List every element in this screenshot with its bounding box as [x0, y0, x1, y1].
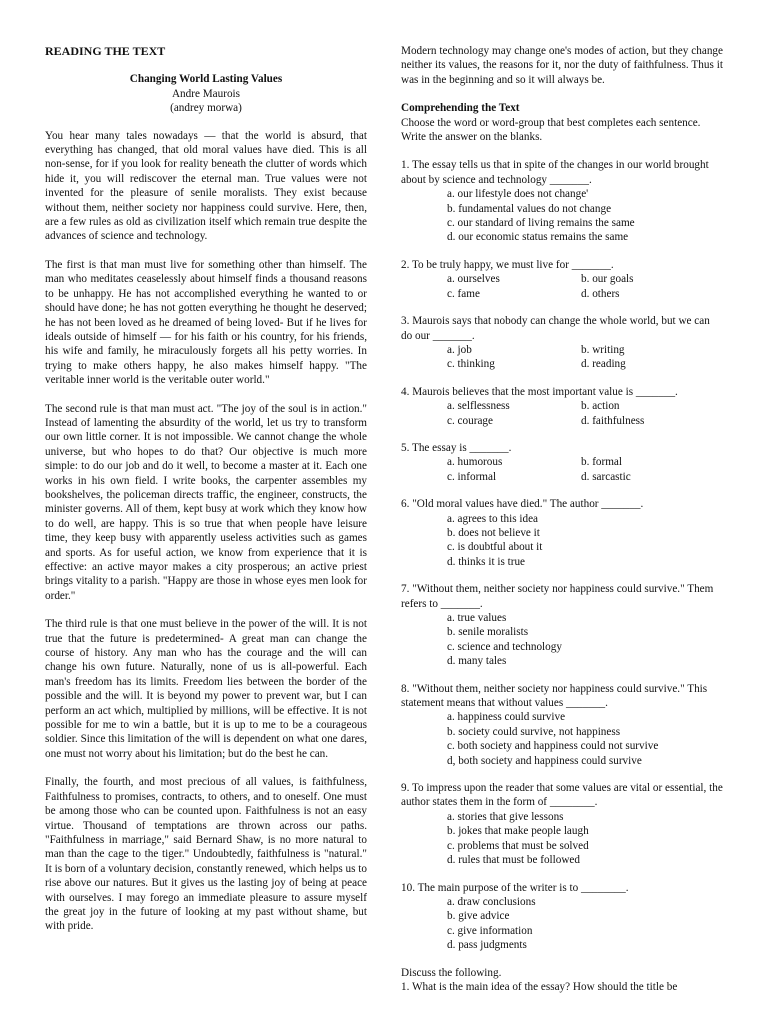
option-c: c. both society and happiness could not survive	[447, 740, 659, 753]
option-c: c. science and technology	[447, 640, 562, 653]
question-stem: 10. The main purpose of the writer is to ________.	[401, 881, 629, 894]
right-column	[401, 44, 723, 994]
paragraph-third-rule: The third rule is that one must believe in the power of the will. It is not true that the future is predetermined- A great man can change the course of history. Any man who has the courage and the will can change his own future. Naturally, none of us is all-powerful. Each man's freedom has its limits. Freedom lies between the border of the possible and the will. It is beyond my power to prevent war, but I can perform an act which, multiplied by millions, will be effective. It is not possible for me to win a battle, but it is up to me to be a courageous soldier. Since this limitation of the will is dependent on what one dares, one must not worry about his limitation; but do the best he can.	[45, 618, 367, 760]
option-b: b. does not believe it	[447, 526, 540, 539]
option-d: d. rules that must be followed	[447, 854, 580, 867]
option-d: d. sarcastic	[581, 470, 631, 483]
question-stem: 5. The essay is _______.	[401, 441, 512, 454]
question-8	[401, 682, 723, 768]
question-stem: 6. "Old moral values have died." The author _______.	[401, 498, 644, 511]
option-c: c. fame	[447, 287, 480, 300]
comprehension-heading: Comprehending the Text	[401, 102, 520, 115]
option-c: c. give information	[447, 924, 533, 937]
discussion-question-1: 1. What is the main idea of the essay? How should the title be	[401, 980, 678, 993]
paragraph-intro: You hear many tales nowadays — that the world is absurd, that everything has changed, that old moral values have died. This is all non-sense, for if you look for reality beneath the clutter of words which hide it, you will rediscover the eternal man. True values were not invented for the pleasure of senile moralists. They exist because without them, neither society nor happiness could survive. Here, then, are a few rules as old as civilization itself which remain true despite the advances of science and technology.	[45, 129, 367, 243]
option-d: d. reading	[581, 358, 626, 371]
option-c: c. thinking	[447, 358, 495, 371]
option-b: b. fundamental values do not change	[447, 202, 612, 215]
option-a: a. job	[447, 343, 472, 356]
question-3	[401, 314, 723, 372]
option-c: c. our standard of living remains the same	[447, 217, 635, 230]
question-6	[401, 497, 723, 569]
option-d: d. our economic status remains the same	[447, 231, 629, 244]
left-column	[45, 44, 367, 948]
section-heading: READING THE TEXT	[45, 44, 166, 58]
option-b: b. writing	[581, 343, 625, 356]
option-a: a. selflessness	[447, 400, 510, 413]
option-a: a. draw conclusions	[447, 895, 536, 908]
option-c: c. informal	[447, 470, 497, 483]
option-d: d. many tales	[447, 655, 507, 668]
option-b: b. society could survive, not happiness	[447, 725, 621, 738]
option-b: b. senile moralists	[447, 626, 529, 639]
option-a: a. humorous	[447, 456, 503, 469]
question-10	[401, 881, 723, 953]
option-d: d. faithfulness	[581, 414, 645, 427]
comprehension-instructions: Choose the word or word-group that best completes each sentence. Write the answer on the blanks.	[401, 116, 701, 144]
option-a: a. true values	[447, 612, 507, 624]
question-2	[401, 258, 723, 301]
option-d: d, both society and happiness could survive	[447, 754, 642, 767]
option-b: b. action	[581, 400, 620, 413]
option-a: a. happiness could survive	[447, 711, 566, 724]
option-b: b. our goals	[581, 273, 634, 286]
option-a: a. our lifestyle does not change'	[447, 188, 589, 201]
paragraph-closing: Modern technology may change one's modes of action, but they change neither its values, the reasons for it, nor the duty of faithfulness. Thus it was in the beginning and so it will always be.	[401, 45, 723, 86]
question-stem: 2. To be truly happy, we must live for _______.	[401, 258, 614, 271]
essay-title: Changing World Lasting Values	[129, 73, 283, 86]
option-d: d. others	[581, 287, 620, 300]
discussion-heading: Discuss the following.	[401, 966, 502, 979]
question-stem: 1. The essay tells us that in spite of the changes in our world brought about by science and technology _______.	[401, 159, 709, 186]
question-1	[401, 158, 723, 244]
question-stem: 4. Maurois believes that the most important value is _______.	[401, 385, 678, 398]
question-9	[401, 781, 723, 867]
question-stem: 3. Maurois says that nobody can change the whole world, but we can do our _______.	[401, 315, 710, 342]
option-c: c. is doubtful about it	[447, 541, 543, 554]
option-c: c. problems that must be solved	[447, 839, 589, 852]
option-b: b. jokes that make people laugh	[447, 825, 589, 838]
essay-author: Andre Maurois	[171, 87, 241, 100]
option-a: a. stories that give lessons	[447, 810, 564, 823]
option-a: a. agrees to this idea	[447, 512, 539, 525]
question-stem: 8. "Without them, neither society nor happiness could survive." This statement means that without values _______.	[401, 682, 708, 710]
paragraph-first-rule: The first is that man must live for something other than himself. The man who meditates ceaselessly about himself finds a thousand reasons to be unhappy. He has not accomplished everything he wanted to or should have done; he has not gotten everything he thought he deserved; he has not been loved as he dreamed of being loved- But if he lives for ideals outside of himself — for his faith or his country, for his friends, his wife and family, he miraculously forgets all his petty worries. In trying to make others happy, he also makes himself happy. "The veritable inner world is the veritable outer world."	[45, 258, 367, 387]
paragraph-second-rule: The second rule is that man must act. "The joy of the soul is in action." Instead of lamenting the absurdity of the world, let us try to transform our own little corner. It is not impossible. We cannot change the whole universe, but who hopes to do that? Our objective is much more simple: to do our job and do it well, to become a master at it. Each one works in his own field. I write books, the carpenter assembles my bookshelves, the policeman directs traffic, the engineer, constructs, the minister governs. All of them, kept busy at work which they know how to do well, are happy. This is so true that when people have leisure time, they keep busy with apparently useless activities such as games and sports. As for useful action, we know from experience that it is effective: an active mayor makes a city prosperous; an active priest brings vitality to a parish. "Happy are those in whose eyes men look for order."	[45, 402, 367, 602]
question-5	[401, 441, 723, 484]
option-c: c. courage	[447, 414, 493, 427]
question-4	[401, 385, 723, 428]
option-d: d. thinks it is true	[447, 555, 526, 568]
option-d: d. pass judgments	[447, 939, 527, 952]
essay-translator: (andrey morwa)	[170, 102, 242, 115]
paragraph-fourth-rule: Finally, the fourth, and most precious of all values, is faithfulness, Faithfulness to promises, contracts, to others, and to oneself. One must be among those who can be counted upon. Faithfulness is not an easy virtue. Thousand of temptations are thrown across our paths. "Faithfulness in marriage," said Bernard Shaw, is no more natural to man than the cage to the tiger." Undoubtedly, faithfulness is "natural." It is born of a voluntary decision, constantly renewed, which helps us to rise above our natures. But it gives us the lasting joy of being at peace with ourselves. I may forego an immediate pleasure to assure myself the great joy in the future of looking at my past without shame, but with pride.	[45, 776, 367, 933]
question-stem: 9. To impress upon the reader that some values are vital or essential, the author states them in the form of ________.	[401, 782, 723, 809]
question-stem: 7. "Without them, neither society nor happiness could survive." Them refers to _______.	[401, 583, 714, 610]
option-a: a. ourselves	[447, 273, 500, 286]
option-b: b. give advice	[447, 910, 510, 923]
option-b: b. formal	[581, 456, 623, 469]
question-7	[401, 582, 723, 668]
